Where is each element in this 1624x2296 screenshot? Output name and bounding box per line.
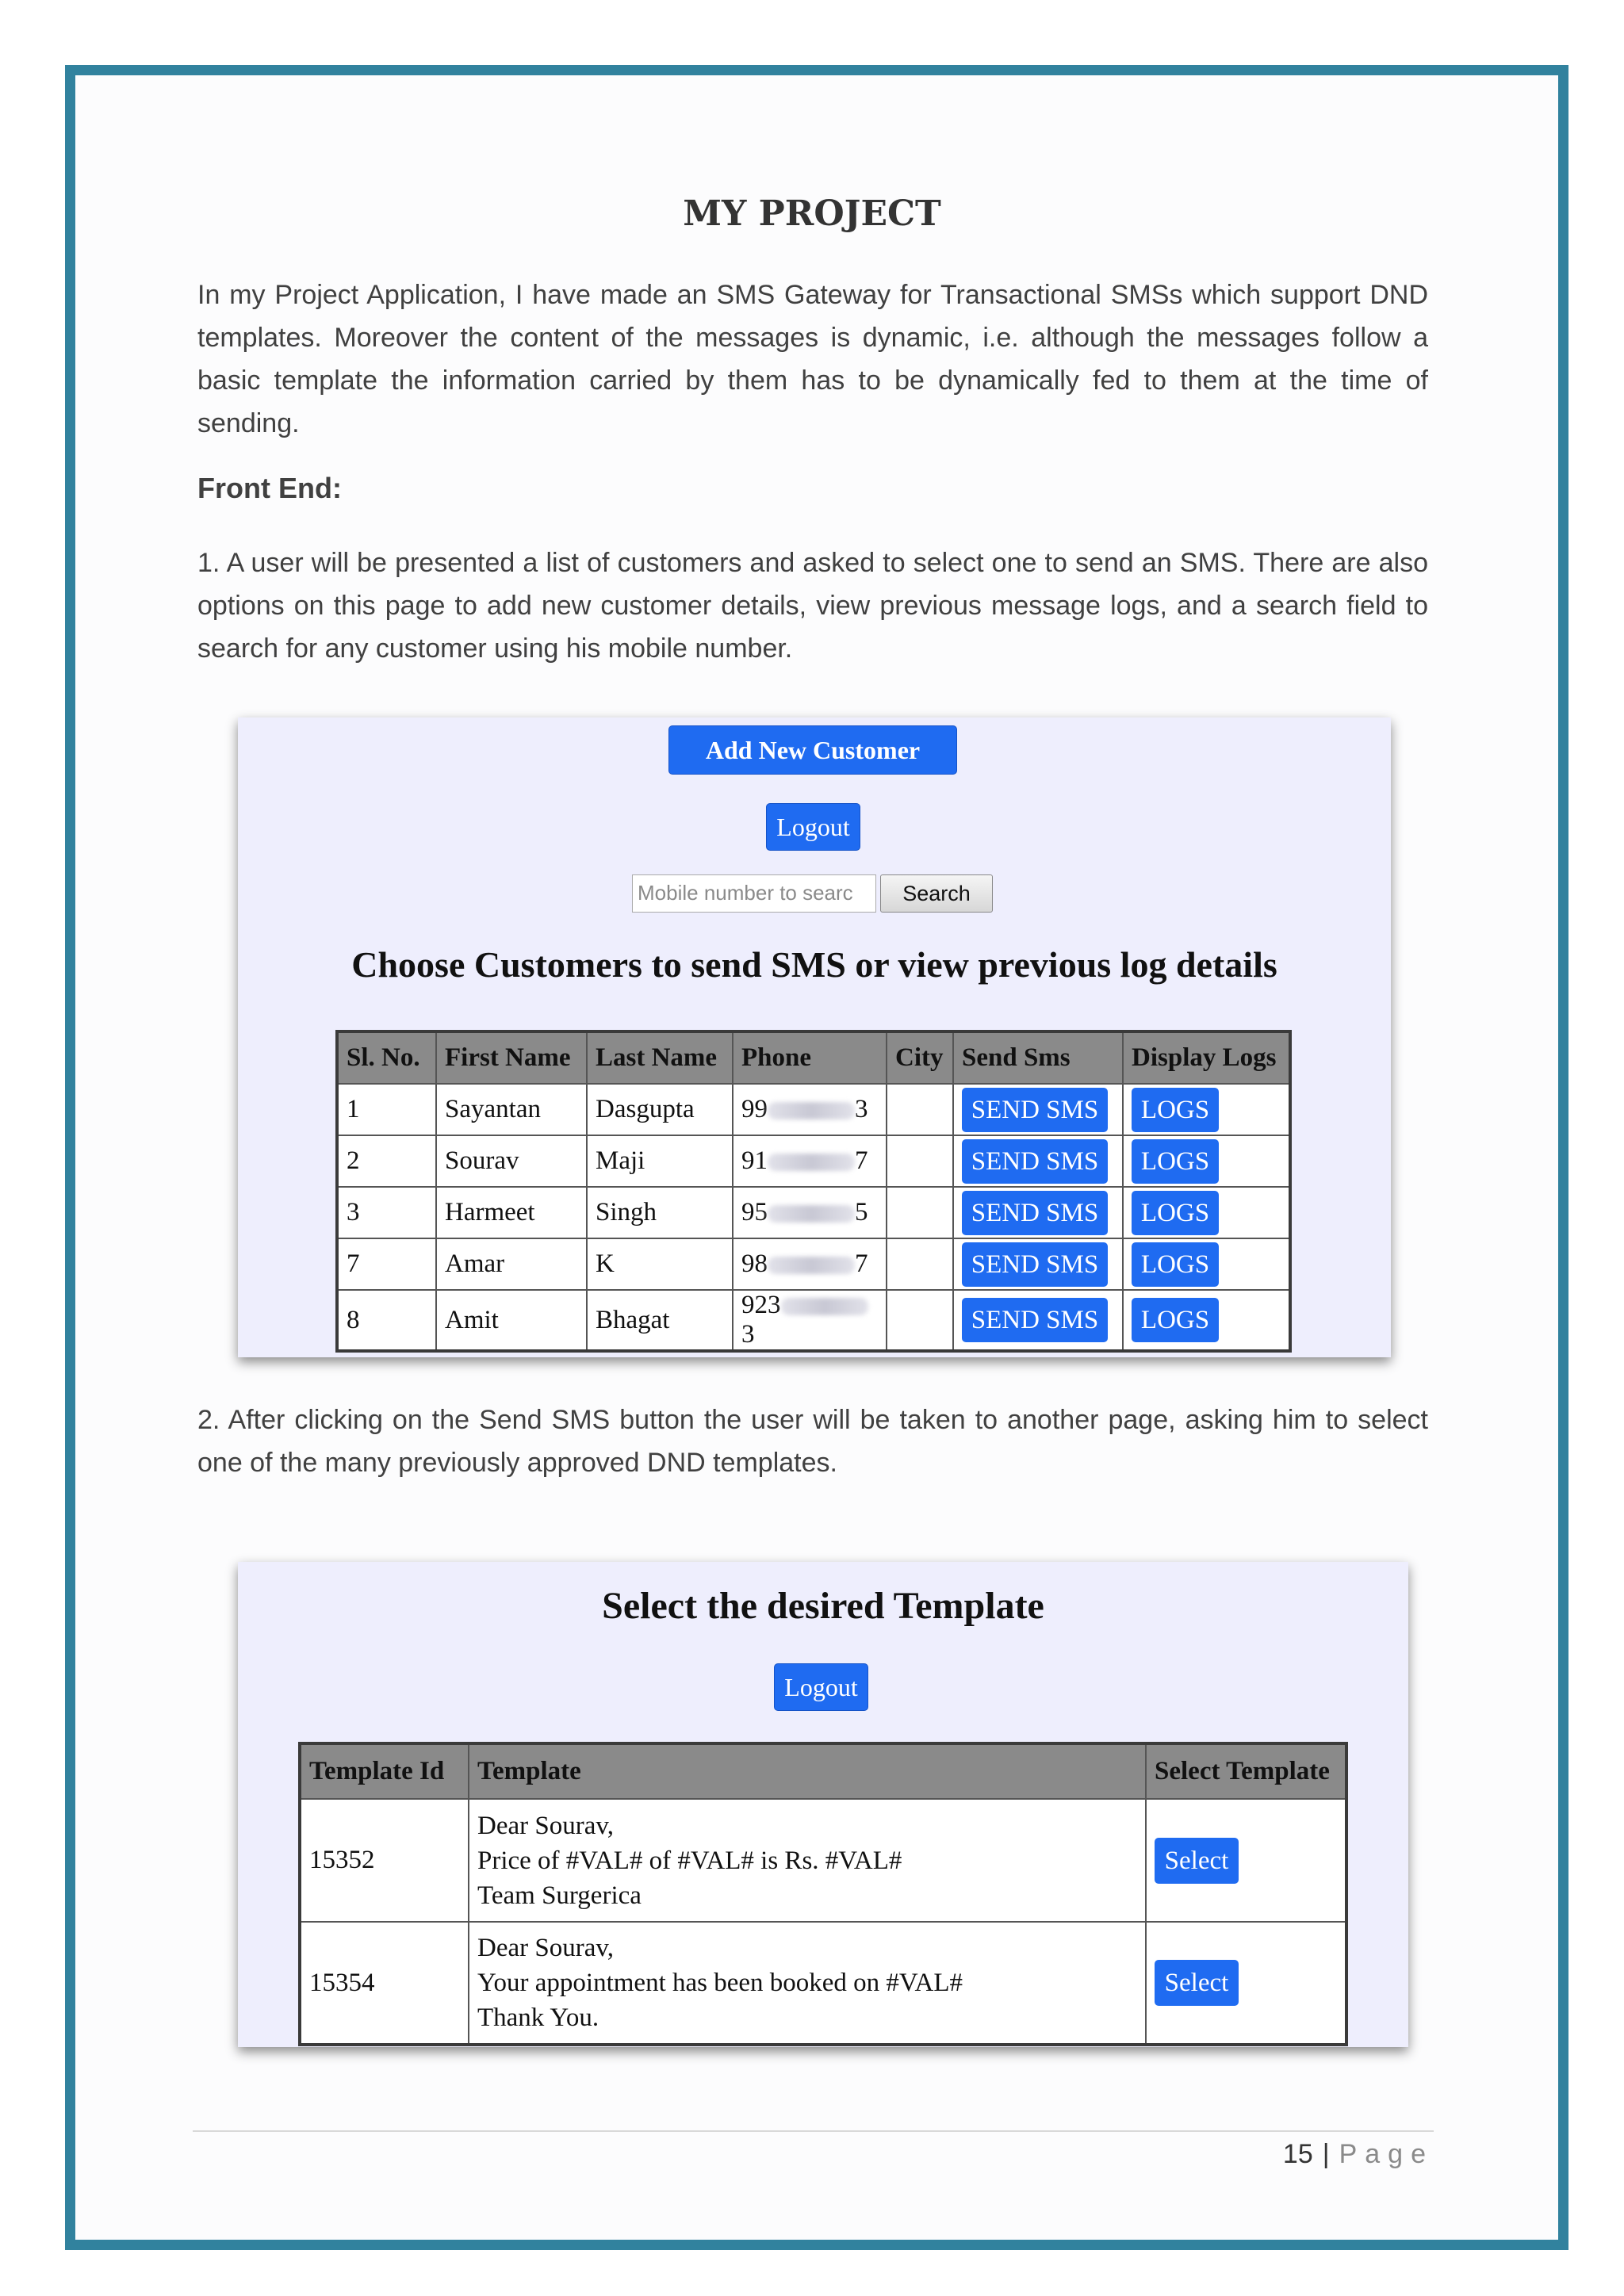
column-header: Select Template — [1146, 1743, 1346, 1799]
phone-suffix: 7 — [855, 1146, 868, 1175]
city-cell — [887, 1290, 953, 1351]
front-end-heading: Front End: — [197, 472, 342, 504]
select-button[interactable]: Select — [1155, 1960, 1239, 2006]
column-header: Template — [469, 1743, 1146, 1799]
table-row — [337, 1238, 1290, 1290]
phone-redaction — [768, 1205, 855, 1223]
template-id-cell: 15354 — [300, 1922, 469, 2045]
column-header: Last Name — [587, 1031, 733, 1084]
column-header: First Name — [436, 1031, 587, 1084]
template-selection-screenshot — [238, 1562, 1408, 2047]
logs-button[interactable]: LOGS — [1132, 1298, 1219, 1342]
column-header: Display Logs — [1123, 1031, 1290, 1084]
first-name-cell: Amar — [436, 1238, 587, 1290]
template-id-cell: 15352 — [300, 1799, 469, 1922]
phone-cell — [733, 1290, 887, 1351]
phone-cell — [733, 1084, 887, 1135]
first-name-cell: Amit — [436, 1290, 587, 1351]
send-sms-button[interactable]: SEND SMS — [962, 1139, 1108, 1184]
column-header: Sl. No. — [337, 1031, 436, 1084]
template-line: Team Surgerica — [477, 1881, 642, 1910]
last-name-cell: Singh — [587, 1187, 733, 1238]
send-sms-cell — [953, 1135, 1123, 1187]
send-sms-cell — [953, 1187, 1123, 1238]
template-table — [298, 1742, 1348, 2046]
send-sms-button[interactable]: SEND SMS — [962, 1242, 1108, 1287]
phone-prefix: 923 — [741, 1291, 781, 1319]
template-line: Dear Sourav, — [477, 1934, 614, 1962]
phone-prefix: 95 — [741, 1198, 768, 1226]
customer-list-screenshot — [238, 718, 1391, 1357]
sl-no-cell: 7 — [337, 1238, 436, 1290]
mobile-search-input[interactable]: Mobile number to searc — [632, 874, 876, 913]
template-text-cell — [469, 1922, 1146, 2045]
phone-suffix: 5 — [855, 1198, 868, 1226]
page-label: Page — [1339, 2139, 1434, 2169]
first-name-cell: Sourav — [436, 1135, 587, 1187]
template-line: Dear Sourav, — [477, 1811, 614, 1840]
table-row — [337, 1187, 1290, 1238]
logs-cell — [1123, 1290, 1290, 1351]
send-sms-cell — [953, 1238, 1123, 1290]
column-header: Phone — [733, 1031, 887, 1084]
phone-suffix: 7 — [855, 1249, 868, 1278]
footer-divider — [193, 2130, 1434, 2132]
phone-suffix: 3 — [855, 1095, 868, 1123]
logs-button[interactable]: LOGS — [1132, 1139, 1219, 1184]
table-header-row — [300, 1743, 1346, 1799]
add-new-customer-button[interactable]: Add New Customer — [668, 725, 957, 775]
select-cell — [1146, 1799, 1346, 1922]
phone-cell — [733, 1187, 887, 1238]
template-heading: Select the desired Template — [602, 1585, 1044, 1627]
search-button[interactable]: Search — [880, 874, 993, 913]
sl-no-cell: 1 — [337, 1084, 436, 1135]
table-row — [300, 1922, 1346, 2045]
city-cell — [887, 1238, 953, 1290]
point-2-paragraph: 2. After clicking on the Send SMS button the user will be taken to another page, asking him to select one of the many previously approved DND templates. — [197, 1405, 1428, 1478]
logs-cell — [1123, 1084, 1290, 1135]
phone-redaction — [768, 1257, 855, 1274]
page-number: 15 — [1282, 2139, 1313, 2169]
template-line: Thank You. — [477, 2003, 599, 2032]
sl-no-cell: 3 — [337, 1187, 436, 1238]
logs-button[interactable]: LOGS — [1132, 1191, 1219, 1235]
city-cell — [887, 1187, 953, 1238]
intro-paragraph: In my Project Application, I have made an SMS Gateway for Transactional SMSs which support DND templates. Moreover the content of the messages is dynamic, i.e. although the messages follow a basic template the information carried by them has to be dynamically fed to them at the time of sending. — [197, 280, 1428, 438]
page-title: MY PROJECT — [683, 193, 941, 234]
first-name-cell: Sayantan — [436, 1084, 587, 1135]
send-sms-cell — [953, 1290, 1123, 1351]
select-cell — [1146, 1922, 1346, 2045]
page-separator: | — [1322, 2139, 1330, 2169]
select-button[interactable]: Select — [1155, 1838, 1239, 1884]
table-header-row — [337, 1031, 1290, 1084]
send-sms-button[interactable]: SEND SMS — [962, 1191, 1108, 1235]
phone-redaction — [768, 1102, 855, 1119]
table-row — [337, 1290, 1290, 1351]
phone-redaction — [781, 1298, 868, 1315]
table-row — [337, 1135, 1290, 1187]
logs-button[interactable]: LOGS — [1132, 1088, 1219, 1132]
table-row — [300, 1799, 1346, 1922]
last-name-cell: Dasgupta — [587, 1084, 733, 1135]
first-name-cell: Harmeet — [436, 1187, 587, 1238]
logs-button[interactable]: LOGS — [1132, 1242, 1219, 1287]
logs-cell — [1123, 1135, 1290, 1187]
customer-table — [335, 1030, 1292, 1353]
column-header: Send Sms — [953, 1031, 1123, 1084]
logout-button[interactable]: Logout — [766, 803, 860, 851]
table-row — [337, 1084, 1290, 1135]
column-header: Template Id — [300, 1743, 469, 1799]
send-sms-button[interactable]: SEND SMS — [962, 1088, 1108, 1132]
logs-cell — [1123, 1238, 1290, 1290]
template-line: Your appointment has been booked on #VAL# — [477, 1969, 963, 1997]
template-line: Price of #VAL# of #VAL# is Rs. #VAL# — [477, 1846, 902, 1875]
send-sms-cell — [953, 1084, 1123, 1135]
page-footer — [1283, 2139, 1434, 2170]
send-sms-button[interactable]: SEND SMS — [962, 1298, 1108, 1342]
phone-prefix: 98 — [741, 1249, 768, 1278]
phone-redaction — [768, 1154, 855, 1171]
template-text-cell — [469, 1799, 1146, 1922]
phone-suffix: 3 — [741, 1320, 755, 1349]
city-cell — [887, 1084, 953, 1135]
logs-cell — [1123, 1187, 1290, 1238]
logout-button[interactable]: Logout — [774, 1663, 868, 1711]
phone-cell — [733, 1238, 887, 1290]
customer-list-heading: Choose Customers to send SMS or view previous log details — [351, 944, 1277, 985]
last-name-cell: Bhagat — [587, 1290, 733, 1351]
last-name-cell: Maji — [587, 1135, 733, 1187]
sl-no-cell: 2 — [337, 1135, 436, 1187]
column-header: City — [887, 1031, 953, 1084]
city-cell — [887, 1135, 953, 1187]
phone-prefix: 99 — [741, 1095, 768, 1123]
last-name-cell: K — [587, 1238, 733, 1290]
phone-cell — [733, 1135, 887, 1187]
sl-no-cell: 8 — [337, 1290, 436, 1351]
point-1-paragraph: 1. A user will be presented a list of customers and asked to select one to send an SMS. There are also options on this page to add new customer details, view previous message logs, and a search field to search for any customer using his mobile number. — [197, 548, 1428, 664]
phone-prefix: 91 — [741, 1146, 768, 1175]
